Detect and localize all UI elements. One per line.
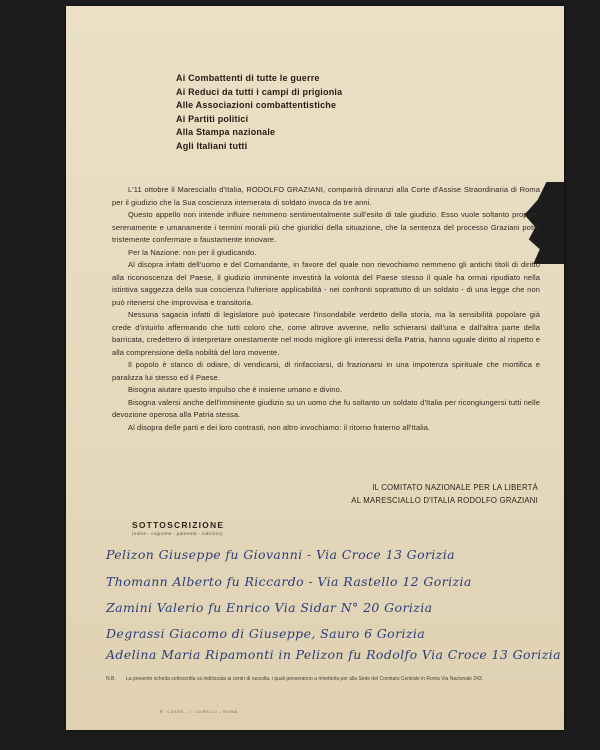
addressee-list [176, 72, 342, 154]
body-paragraph: Questo appello non intende influire nemmeno sentimentalmente sull'esito di tale giudizio. Esso vuole soltanto proporvi serenamente e umanamente i termini morali più che giuridici della situazione, che la sentenza del processo Graziani potrà tristemente confermare o faustamente innovare. [112, 210, 540, 244]
body-paragraph: Per la Nazione: non per il giudicando. [128, 247, 257, 257]
signature-line-1: IL COMITATO NAZIONALE PER LA LIBERTÀ [372, 483, 538, 492]
footnote-text: La presente scheda sottoscritta va indirizzata ai centri di raccolta, i quali penseranno a rimetterla per alla Sede del Comitato Centrale in Roma Via Nazionale 243. [126, 676, 484, 682]
handwritten-entry: Pelizon Giuseppe fu Giovanni - Via Croce 13 Gorizia [106, 547, 456, 562]
appeal-body [112, 184, 540, 434]
body-paragraph: Nessuna sagacia infatti di legislatore può ipotecare l'insondabile verdetto della storia, ma la sensibilità popolare già crede d'intuirlo affermando che tutti coloro che, come altrove avvenne, nello schierarsi dall'una e dall'altra parte della barricata, credettero di interpretare onestamente nel modo migliore gli interessi della Patria, hanno uguale diritto al rispetto e alla comprensione della nobiltà del loro movente. [112, 310, 540, 357]
handwritten-entry: Adelina Maria Ripamonti in Pelizon fu Rodolfo Via Croce 13 Gorizia [106, 647, 561, 662]
footnote-label: N.B. [106, 676, 116, 682]
committee-signature [332, 482, 538, 507]
body-paragraph: Bisogna valersi anche dell'imminente giudizio su un uomo che fu soltanto un soldato d'Italia per ricongiungersi tutti nelle devozione operosa alla Patria stessa. [112, 397, 540, 419]
body-paragraph: Il popolo è stanco di odiare, di vendicarsi, di rinfacciarsi, di frazionarsi in una impotenza spirituale che mortifica e paralizza lui stesso ed il Paese. [112, 360, 540, 382]
body-paragraph: Al disopra delle parti e dei loro contrasti, non altro invochiamo: il ritorno fraterno all'Italia. [128, 422, 431, 432]
addressee-line: Alle Associazioni combattentistiche [176, 100, 337, 111]
addressee-line: Agli Italiani tutti [176, 140, 248, 151]
subscription-title: SOTTOSCRIZIONE [132, 520, 225, 530]
footnote [106, 676, 536, 684]
handwritten-entry: Degrassi Giacomo di Giuseppe, Sauro 6 Gorizia [106, 626, 426, 641]
addressee-line: Ai Partiti politici [176, 113, 249, 124]
signature-line-2: AL MARESCIALLO D'ITALIA RODOLFO GRAZIANI [351, 495, 538, 505]
addressee-line: Ai Combattenti di tutte le guerre [176, 73, 320, 83]
addressee-line: Ai Reduci da tutti i campi di prigionia [176, 86, 343, 97]
addressee-line: Alla Stampa nazionale [176, 127, 276, 138]
body-paragraph: L'11 ottobre il Maresciallo d'Italia, RODOLFO GRAZIANI, comparirà dinnanzi alla Corte d'Assise Straordinaria di Roma per il giudizio che la Sua coscienza intemerata di soldato invoca da tre anni. [112, 185, 540, 207]
body-paragraph: Al disopra infatti dell'uomo e del Comandante, in favore del quale non rievochiamo nemmeno gli antichi titoli di diritto alla riconoscenza del Paese, il giudizio imminente investirà la volontà del Paese stesso il quale ha ormai ripudiato nella istintiva saggezza della sua coscienza l'ulteriore applicabilità - nei confronti soprattutto di un soldato - di una legge che non può ritenersi che improvvisa e transitoria. [112, 260, 540, 307]
subscription-subtitle: (nome - cognome - paternità - indirizzo) [132, 531, 223, 536]
body-paragraph: Bisogna aiutare questo impulso che è insieme umano e divino. [128, 385, 343, 394]
printer-credit: R. CASSE - I. CORELLI - ROMA [160, 710, 238, 714]
handwritten-entry: Thomann Alberto fu Riccardo - Via Rastello 12 Gorizia [106, 574, 472, 589]
handwritten-entry: Zamini Valerio fu Enrico Via Sidar N° 20 Gorizia [106, 600, 433, 615]
